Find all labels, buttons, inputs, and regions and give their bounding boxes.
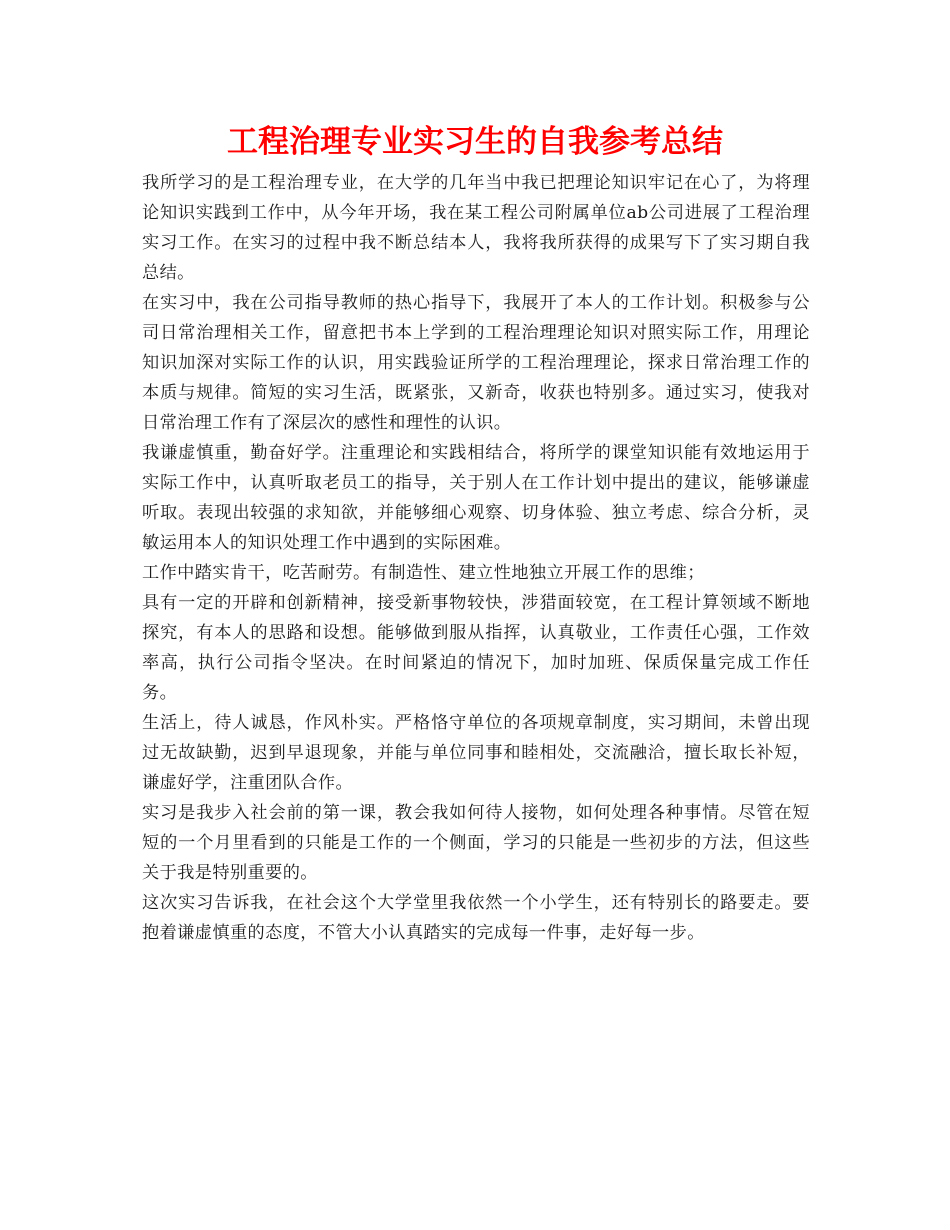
paragraph-6: 生活上，待人诚恳，作风朴实。严格恪守单位的各项规章制度，实习期间，未曾出现过无故缺勤，迟到早退现象，并能与单位同事和睦相处，交流融洽，擅长取长补短，谦虚好学，注重团队合作。 [142,713,810,793]
paragraph-4: 工作中踏实肯干，吃苦耐劳。有制造性、建立性地独立开展工作的思维； [142,563,705,583]
paragraph-1: 我所学习的是工程治理专业，在大学的几年当中我已把理论知识牢记在心了，为将理论知识实践到工作中，从今年开场，我在某工程公司附属单位ab公司进展了工程治理实习工作。在实习的过程中我不断总结本人，我将我所获得的成果写下了实习期自我总结。 [142,173,810,283]
document-title: 工程治理专业实习生的自我参考总结 [227,124,723,160]
document-body [142,168,810,948]
paragraph-7: 实习是我步入社会前的第一课，教会我如何待人接物，如何处理各种事情。尽管在短短的一个月里看到的只能是工作的一个侧面，学习的只能是一些初步的方法，但这些关于我是特别重要的。 [142,803,810,883]
paragraph-2: 在实习中，我在公司指导教师的热心指导下，我展开了本人的工作计划。积极参与公司日常治理相关工作，留意把书本上学到的工程治理理论知识对照实际工作，用理论知识加深对实际工作的认识，用实践验证所学的工程治理理论，探求日常治理工作的本质与规律。简短的实习生活，既紧张，又新奇，收获也特别多。通过实习，使我对日常治理工作有了深层次的感性和理性的认识。 [142,293,810,433]
paragraph-8: 这次实习告诉我，在社会这个大学堂里我依然一个小学生，还有特别长的路要走。要抱着谦虚慎重的态度，不管大小认真踏实的完成每一件事，走好每一步。 [142,893,810,943]
paragraph-5: 具有一定的开辟和创新精神，接受新事物较快，涉猎面较宽，在工程计算领域不断地探究，有本人的思路和设想。能够做到服从指挥，认真敬业，工作责任心强，工作效率高，执行公司指令坚决。在时间紧迫的情况下，加时加班、保质保量完成工作任务。 [142,593,810,703]
paragraph-3: 我谦虚慎重，勤奋好学。注重理论和实践相结合，将所学的课堂知识能有效地运用于实际工作中，认真听取老员工的指导，关于别人在工作计划中提出的建议，能够谦虚听取。表现出较强的求知欲，并能够细心观察、切身体验、独立考虑、综合分析，灵敏运用本人的知识处理工作中遇到的实际困难。 [142,443,810,553]
